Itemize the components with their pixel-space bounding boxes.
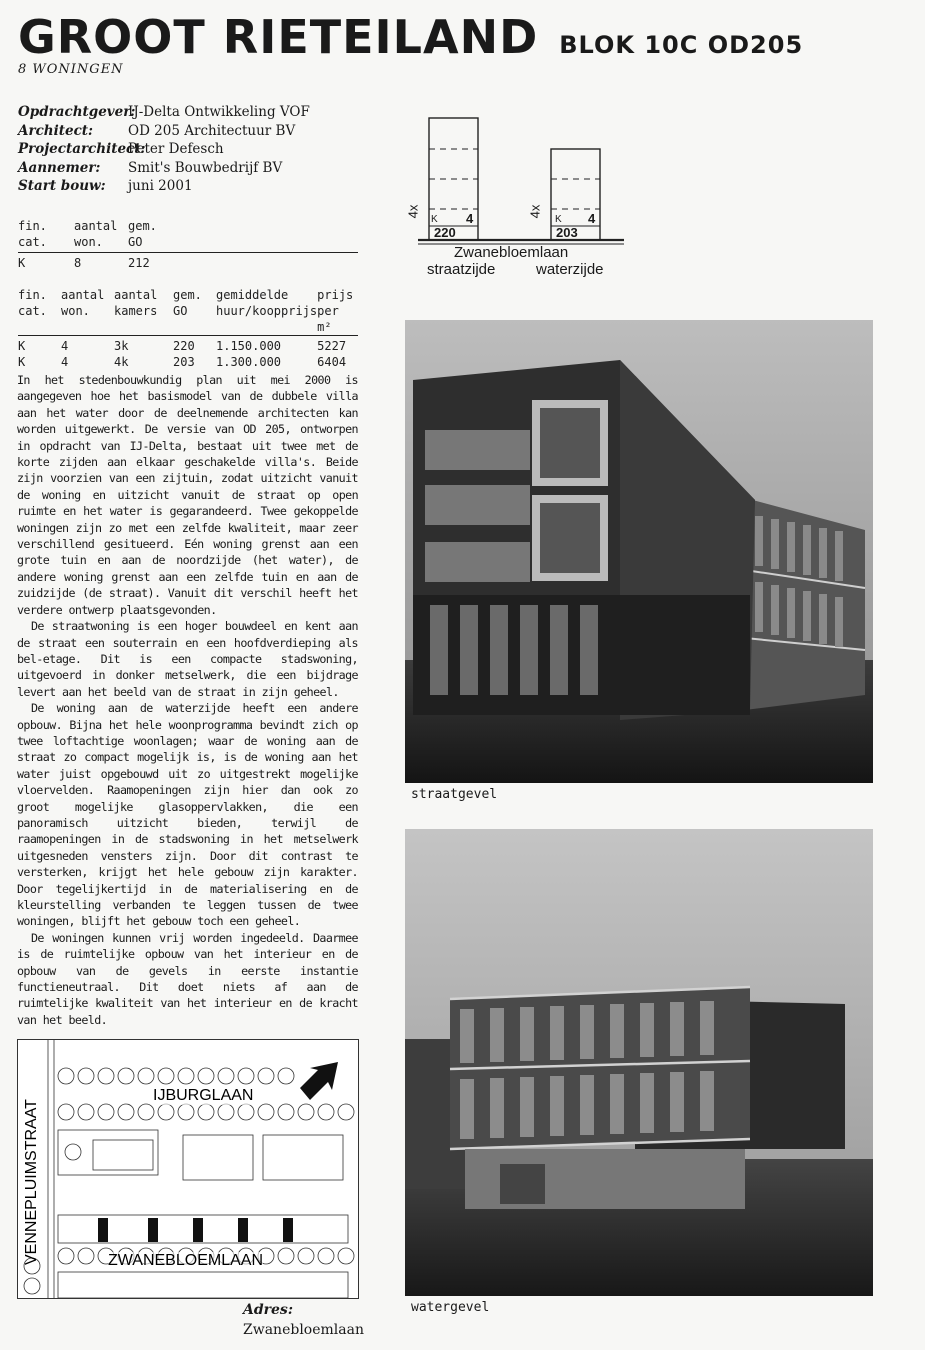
address-value: Zwanebloemlaan xyxy=(243,1322,364,1338)
units-count: 8 WONINGEN xyxy=(18,62,124,77)
table1-cell: 8 xyxy=(74,256,82,270)
table2-cell: 1.150.000 xyxy=(216,339,282,353)
table2-cell: K xyxy=(18,355,26,369)
section-diagram xyxy=(400,112,640,282)
site-map xyxy=(17,1039,359,1299)
title-main: GROOT RIETEILAND xyxy=(18,10,539,64)
photo-caption-street: straatgevel xyxy=(411,787,498,802)
info-value: OD 205 Architectuur BV xyxy=(128,122,296,139)
diagram-left-cat: K xyxy=(431,214,438,225)
map-street-top: IJBURGLAAN xyxy=(153,1087,254,1104)
diagram-street: Zwanebloemlaan xyxy=(454,244,569,261)
table2-header: aantal xyxy=(61,288,105,302)
table2-header: prijs xyxy=(317,288,354,302)
table1-header: cat. xyxy=(18,235,47,249)
table2-cell: K xyxy=(18,339,26,353)
table1-header: fin. xyxy=(18,219,47,233)
table2-header: cat. xyxy=(18,304,47,318)
table1-cell: 212 xyxy=(128,256,150,270)
diagram-right-rooms: 4 xyxy=(588,211,596,226)
table2-cell: 4 xyxy=(61,339,69,353)
info-row xyxy=(18,103,310,122)
diagram-label-right: waterzijde xyxy=(536,261,604,278)
address-block xyxy=(243,1300,364,1340)
table1-header: gem. xyxy=(128,219,157,233)
title-subtitle: BLOK 10C OD205 xyxy=(559,31,804,59)
water-facade-image xyxy=(405,829,873,1296)
body-text xyxy=(17,372,358,1028)
table2-header: aantal xyxy=(114,288,158,302)
table2-header: per m² xyxy=(317,304,339,334)
north-arrow-icon xyxy=(300,1062,338,1100)
table2-header: gemiddelde xyxy=(216,288,289,302)
table2-cell: 3k xyxy=(114,339,129,353)
table1-header: won. xyxy=(74,235,103,249)
table2-header: won. xyxy=(61,304,90,318)
table-row xyxy=(18,253,358,272)
table2-cell: 5227 xyxy=(317,339,347,353)
diagram-label-left: straatzijde xyxy=(427,261,496,278)
table2-header: GO xyxy=(173,304,188,318)
table2-header: kamers xyxy=(114,304,158,318)
table2-cell: 220 xyxy=(173,339,195,353)
address-label: Adres: xyxy=(243,1302,293,1318)
table2-cell: 1.300.000 xyxy=(216,355,282,369)
table2-cell: 203 xyxy=(173,355,195,369)
info-row xyxy=(18,177,310,196)
map-street-bottom: ZWANEBLOEMLAAN xyxy=(108,1252,263,1269)
info-label: Opdrachtgever: xyxy=(18,104,136,120)
page-title xyxy=(18,10,803,72)
project-info xyxy=(18,103,310,196)
info-label: Projectarchitect: xyxy=(18,141,146,157)
body-paragraph: De woningen kunnen vrij worden ingedeeld. Daarmee is de ruimtelijke opbouw van het interieur en de opbouw van de gevels in eerste instantie functieneutraal. Dit doet niets af aan de ruimtelijke kwaliteit van het interieur en de kracht van het beeld. xyxy=(17,930,358,1027)
info-label: Aannemer: xyxy=(18,159,101,176)
photo-caption-water: watergevel xyxy=(411,1300,490,1315)
pricing-table xyxy=(18,287,358,370)
info-label: Start bouw: xyxy=(18,178,106,194)
table2-cell: 4 xyxy=(61,355,69,369)
diagram-right-area: 203 xyxy=(556,225,578,240)
table1-header: GO xyxy=(128,235,143,249)
diagram-left-rooms: 4 xyxy=(466,211,474,226)
table1-header: aantal xyxy=(74,219,118,233)
info-value: Peter Defesch xyxy=(128,141,224,157)
table2-cell: 6404 xyxy=(317,355,347,369)
info-label: Architect: xyxy=(18,122,94,139)
table1-cell: K xyxy=(18,256,26,270)
table2-header: huur/koopprijs xyxy=(216,304,318,318)
body-paragraph: De woning aan de waterzijde heeft een andere opbouw. Bijna het hele woonprogramma bevindt zich op twee loftachtige woonlagen; waar de woning aan de straat zo compact mogelijk is, is de woning aan het water juist opgebouwd uit zo uitgestrekt mogelijke vloervelden. Raamopeningen zijn hier dan ook zo groot mogelijke glasoppervlakken, die een panoramisch uitzicht bieden, terwijl de raamopeningen in de stadswoning in het metselwerk uitgesneden vensters zijn. Door dit contrast te versterken, krijgt het hele gebouw zijn karakter. Door tegelijkertijd in de materialisering en de kleurstelling verbanden te leggen tussen de twee woningen, blijft het gebouw toch een geheel. xyxy=(17,701,358,929)
street-facade-photo xyxy=(405,320,873,783)
table-row xyxy=(18,354,358,370)
water-facade-photo xyxy=(405,829,873,1296)
diagram-right-count: 4x xyxy=(527,204,543,219)
street-facade-image xyxy=(405,320,873,783)
info-value: Smit's Bouwbedrijf BV xyxy=(128,159,283,176)
info-value: IJ-Delta Ontwikkeling VOF xyxy=(128,104,310,120)
info-value: juni 2001 xyxy=(128,178,193,194)
info-row xyxy=(18,140,310,159)
table-row xyxy=(18,336,358,355)
body-paragraph: De straatwoning is een hoger bouwdeel en kent aan de straat een souterrain en een hoofdverdieping als bel-etage. Dit is een compacte stadswoning, uitgevoerd in donker metselwerk, die een bijdrage levert aan het beeld van de straat in zijn geheel. xyxy=(17,619,358,699)
table2-header: gem. xyxy=(173,288,202,302)
diagram-left-area: 220 xyxy=(434,225,456,240)
table2-cell: 4k xyxy=(114,355,129,369)
info-row xyxy=(18,122,310,141)
info-row xyxy=(18,159,310,178)
map-street-left: VENNEPLUIMSTRAAT xyxy=(23,1099,40,1265)
diagram-right-cat: K xyxy=(555,214,562,225)
body-paragraph: In het stedenbouwkundig plan uit mei 2000 is aangegeven hoe het basismodel van de dubbele villa aan het water door de deelnemende architecten kan worden uitgewerkt. De versie van OD 205, ontworpen in opdracht van IJ-Delta, bestaat uit twee met de korte zijden aan elkaar geschakelde villa's. Beide zijn voorzien van een zijtuin, zodat uitzicht vanuit de woning en uitzicht vanuit de straat op open ruimte en het water is gegarandeerd. Twee gekoppelde woningen zijn zo met een zelfde kwaliteit, maar zeer verschillend gesitueerd. Eén woning grenst aan een grote tuin en aan de noordzijde (het water), de andere woning grenst aan een zelfde tuin en aan de zuidzijde (de straat). Vanuit dit verschil heeft het verdere ontwerp plaatsgevonden. xyxy=(17,373,358,617)
diagram-left-count: 4x xyxy=(405,204,421,219)
table2-header: fin. xyxy=(18,288,47,302)
summary-table xyxy=(18,218,358,271)
